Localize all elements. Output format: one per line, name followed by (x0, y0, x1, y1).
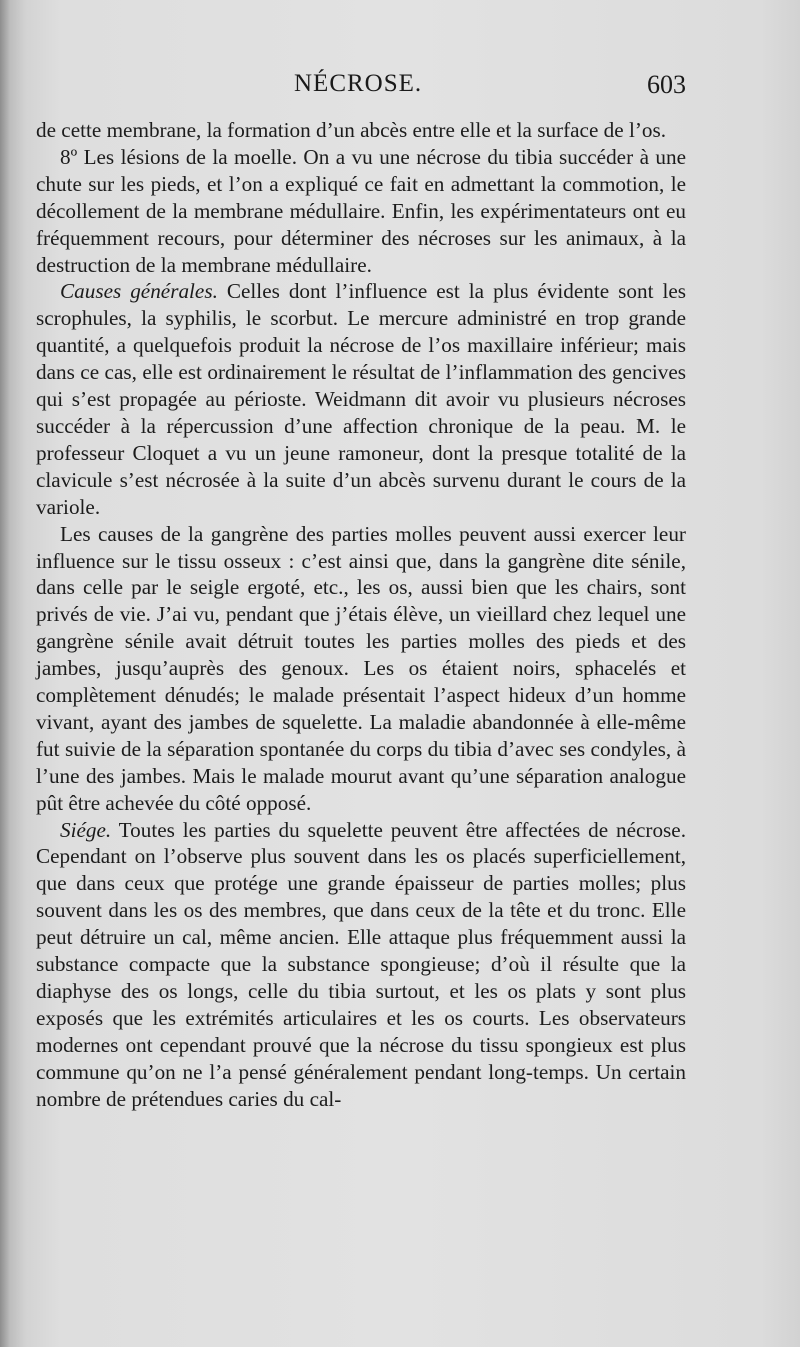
page-number: 603 (647, 70, 686, 99)
running-title: NÉCROSE. (294, 70, 423, 97)
paragraph-text: Celles dont l’influence est la plus évidente sont les scrophules, la syphilis, le scorbut. Le mercure administré en trop grande quantité, a quelquefois produit la nécrose de l’os maxillaire inférieur; mais dans ce cas, elle est ordinairement le résultat de l’inflammation des gencives qui s’est propagée au périoste. Weidmann dit avoir vu plusieurs nécroses succéder à la répercussion d’une affection chronique de la peau. M. le professeur Cloquet a vu un jeune ramoneur, dont la presque totalité de la clavicule s’est nécrosée à la suite d’un abcès survenu durant le cours de la variole. (36, 279, 686, 519)
paragraph-lead: Siége. (60, 817, 112, 842)
paragraph-text: de cette membrane, la formation d’un abcès entre elle et la surface de l’os. (36, 118, 667, 142)
paragraph-text: 8º Les lésions de la moelle. On a vu une nécrose du tibia succéder à une chute sur les pieds, et l’on a expliqué ce fait en admettant la commotion, le décollement de la membrane médullaire. Enfin, les expérimentateurs ont eu fréquemment recours, pour déterminer des nécroses sur les animaux, à la destruction de la membrane médullaire. (36, 144, 686, 277)
page-header (36, 70, 686, 104)
paragraph-lead: Causes générales. (60, 279, 218, 304)
paragraph-continuation (36, 117, 686, 144)
paragraph-general-causes (36, 278, 686, 520)
body-text (36, 117, 686, 1113)
paragraph-gangrene-causes (36, 521, 686, 817)
paragraph-medullary-lesions (36, 144, 686, 279)
paragraph-site (36, 817, 686, 1113)
paragraph-text: Toutes les parties du squelette peuvent être affectées de nécrose. Cependant on l’observe plus souvent dans les os placés superficiellement, que dans ceux que protége une grande épaisseur de parties molles; plus souvent dans les os des membres, que dans ceux de la tête et du tronc. Elle peut détruire un cal, même ancien. Elle attaque plus fréquemment aussi la substance compacte que la substance spongieuse; d’où il résulte que la diaphyse des os longs, celle du tibia surtout, et les os plats y sont plus exposés que les extrémités articulaires et les os courts. Les observateurs modernes ont cependant prouvé que la nécrose du tissu spongieux est plus commune qu’on ne l’a pensé généralement pendant long-temps. Un certain nombre de prétendues caries du cal- (36, 817, 686, 1111)
paragraph-text: Les causes de la gangrène des parties molles peuvent aussi exercer leur influence sur le tissu osseux : c’est ainsi que, dans la gangrène dite sénile, dans celle par le seigle ergoté, etc., les os, aussi bien que les chairs, sont privés de vie. J’ai vu, pendant que j’étais élève, un vieillard chez lequel une gangrène sénile avait détruit toutes les parties molles des pieds et des jambes, jusqu’auprès des genoux. Les os étaient noirs, sphacelés et complètement dénudés; le malade présentait l’aspect hideux d’un homme vivant, ayant des jambes de squelette. La maladie abandonnée à elle-même fut suivie de la séparation spontanée du corps du tibia d’avec ses condyles, à l’une des jambes. Mais le malade mourut avant qu’une séparation analogue pût être achevée du côté opposé. (36, 521, 686, 815)
